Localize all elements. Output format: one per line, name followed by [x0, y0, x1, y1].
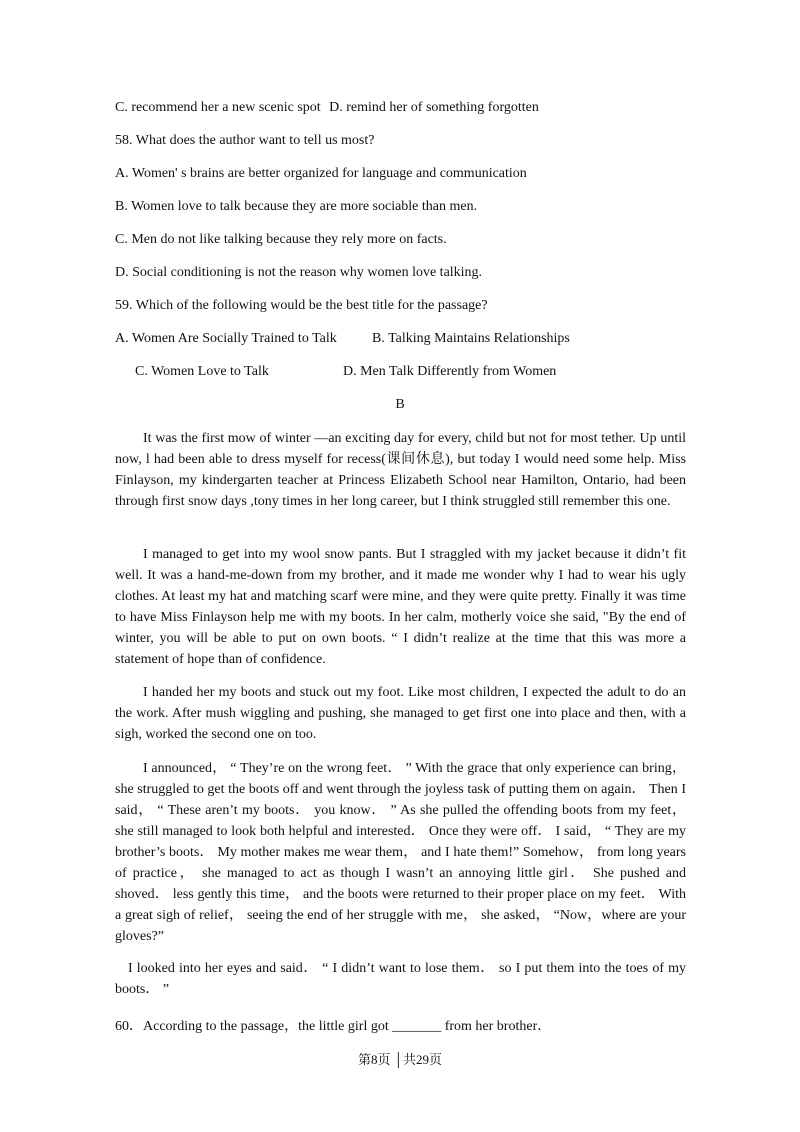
page-footer: 第8页 │共29页 — [358, 1052, 442, 1067]
q58-stem: 58. What does the author want to tell us most? — [115, 133, 375, 148]
q57-option-c: C. recommend her a new scenic spot — [115, 100, 321, 115]
passage-paragraph: It was the first mow of winter —an exciting day for every, child but not for most tether. Up until now, l had been able to dress myself for recess(课间休息), but today I would need some help. Miss Finlayson, my kindergarten teacher at Princess Elizabeth School near Hamilton, Ontario, had been through first snow days ,tony times in her long career, but I think struggled still remember this one. — [115, 431, 686, 509]
q57-options-cd — [115, 100, 539, 116]
q60-stem: 60．According to the passage，the little girl got _______ from her brother． — [115, 1019, 552, 1034]
passage-paragraph: I announced， “ They’re on the wrong feet． ” With the grace that only experience can bring， she struggled to get the boots off and went through the joyless task of putting them on again． Then I said， “ These aren’t my boots． you know． ” As she pulled the offending boots from my feet， she still managed to look both helpful and interested． Once they were off． I said， “ They are my brother’s boots． My mother makes me wear them， and I hate them!” Somehow， from long years of practice， she managed to act as though I wasn’t an annoying little girl． She pushed and shoved． less gently this time， and the boots were returned to their proper place on my feet． With a great sigh of relief， seeing the end of her struggle with me， she asked， “Now，where are your gloves?” — [115, 761, 686, 944]
q57-option-d: D. remind her of something forgotten — [329, 100, 539, 115]
section-heading: B — [395, 397, 405, 412]
q59-stem: 59. Which of the following would be the best title for the passage? — [115, 298, 488, 313]
q58-option-d: D. Social conditioning is not the reason why women love talking. — [115, 265, 483, 280]
passage-paragraph: I handed her my boots and stuck out my foot. Like most children, I expected the adult to do an the work. After mush wiggling and pushing, she managed to get first one into place and then, with a sigh, worked the second one on too. — [115, 685, 686, 742]
passage-paragraph: I looked into her eyes and said． “ I didn’t want to lose them． so I put them into the toes of my boots． ” — [115, 961, 686, 997]
q59-option-a: A. Women Are Socially Trained to Talk — [115, 331, 337, 346]
q58-option-c: C. Men do not like talking because they rely more on facts. — [115, 232, 447, 247]
q59-option-c: C. Women Love to Talk — [135, 364, 269, 379]
q58-option-a: A. Women' s brains are better organized for language and communication — [115, 166, 527, 181]
q58-option-b: B. Women love to talk because they are more sociable than men. — [115, 199, 478, 214]
passage-paragraph: I managed to get into my wool snow pants. But I straggled with my jacket because it didn’t fit well. It was a hand-me-down from my brother, and it made me wonder why I had to wear his ugly clothes. At least my hat and matching scarf were mine, and they were quite pretty. Finally it was time to have Miss Finlayson help me with my boots. In her calm, motherly voice she said, "By the end of winter, you will be able to put on own boots. “ I didn’t realize at the time that this was more a statement of hope than of confidence. — [115, 547, 686, 667]
q59-option-d: D. Men Talk Differently from Women — [343, 364, 557, 379]
q59-option-b: B. Talking Maintains Relationships — [372, 331, 570, 346]
